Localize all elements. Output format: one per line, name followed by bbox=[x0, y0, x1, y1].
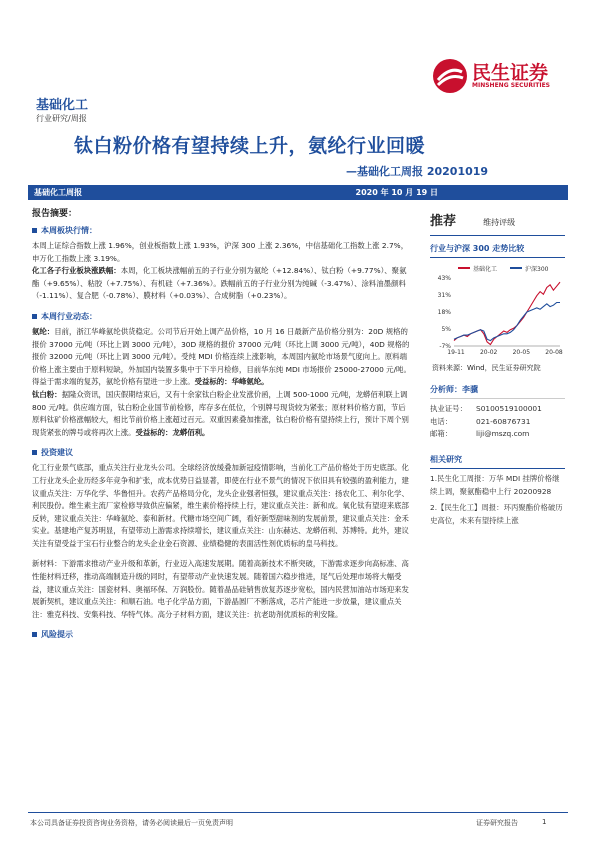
chart-source: 资料来源：Wind，民生证券研究院 bbox=[432, 364, 541, 372]
analyst-box bbox=[430, 384, 565, 441]
market-p2: 化工各子行业板块涨跌幅：本周，化工板块涨幅前五的子行业分别为氨纶（+12.84%）、钛白粉（+9.77%）、聚氨酯（+9.65%）、粘胶（+7.75%）、有机硅（+7.36%）。跌幅前五的子行业分别为纯碱（-3.47%）、涂料油墨颜料（-1.11%）、复合肥（-0.78%）、膜材料（+0.03%）、合成树脂（+0.23%）。 bbox=[32, 266, 407, 301]
invest-heading: 投资建议 bbox=[32, 447, 412, 458]
legend-label: 基础化工 bbox=[473, 266, 498, 273]
legend-label: 沪深300 bbox=[525, 266, 549, 273]
risk-heading: 风险提示 bbox=[32, 629, 412, 640]
summary-heading: 报告摘要： bbox=[32, 209, 78, 219]
invest-p1: 化工行业景气底部，重点关注行业龙头公司。全球经济放缓叠加新冠疫情影响，当前化工产品价格处于历史底部。化工行业龙头企业历经多年竞争和扩张，成本优势日益显著，即使在行业不景气的情况下依旧具有较强的盈利能力，建议重点关注：万华化学、华鲁恒升。农药产品格局分化，龙头企业强者恒强，建议重点关注：扬农化工、利尔化学、利民股份。维生素主流厂家检修导致供应偏紧，维生素价格持续上行，建议重点关注：新和成。氧化钛有望迎来底部反转，建议重点关注：华峰氨纶、泰和新材。代糖市场空间广阔，看好新型甜味剂的发展前景，建议重点关注：金禾实业。基建地产复苏明显，有望带动上游需求持续增长，建议重点关注：山东赫达、龙蟒佰利、苏博特。此外，建议关注有望受益于宝石行业整合的龙头企业金石资源、业绩稳健的表面活性剂优质标的皇马科技。 bbox=[32, 463, 409, 548]
cert-row: 执业证号： S0100519100001 bbox=[430, 404, 542, 413]
y-tick-label: 18% bbox=[437, 309, 451, 316]
related-item[interactable]: 1.民生化工周报：万华 MDI 挂牌价格继续上调，聚氨酯稳中上行 20200928 bbox=[430, 474, 560, 496]
logo-cn: 民生证券 bbox=[472, 62, 549, 84]
y-tick-label: 31% bbox=[437, 292, 451, 299]
x-tick-label: 19-11 bbox=[447, 349, 465, 356]
email-link[interactable]: liji@mszq.com bbox=[476, 429, 530, 439]
tel-row: 电话： 021-60876731 bbox=[430, 416, 531, 426]
report-subtitle: —基础化工周报 20201019 bbox=[346, 165, 489, 178]
related-box bbox=[430, 454, 565, 527]
footer-page: 1 bbox=[542, 818, 547, 826]
stock-chart bbox=[428, 260, 568, 370]
y-tick-label: 5% bbox=[441, 326, 451, 333]
market-heading: 本周板块行情： bbox=[32, 225, 412, 236]
series-line bbox=[454, 282, 560, 345]
dyn-p1: 氨纶：目前，浙江华峰氨纶供货稳定。公司节后开始上调产品价格，10 月 16 日最新产品价格分别为：20D 规格的报价 37000 元/吨（环比上调 3000 元/吨），30D 规格的报价 37000 元/吨（环比上调 3000 元/吨），40D 规格的报价 32000 元/吨（环比上调 3000 元/吨）。受纯 MDI 价格连续上涨影响，本周国内氨纶市场景气度向上。原料端价格上涨主要由于原料短缺，外加国内装置多集中于下半月检修，目前华东纯 MDI 市场报价 25000-27000 元/吨。得益于需求端的复苏，氨纶价格有望进一步上涨。受益标的：华峰氨纶。 bbox=[32, 326, 411, 387]
x-tick-label: 20-08 bbox=[545, 349, 563, 356]
rating: 推荐 bbox=[430, 214, 457, 229]
logo-icon bbox=[432, 58, 468, 94]
summary bbox=[32, 206, 412, 640]
chart-heading: 行业与沪深 300 走势比较 bbox=[430, 243, 565, 258]
invest-p2: 新材料：下游需求推动产业升级和革新，行业迈入高速发展期。随着高新技术不断突破，下游需求逐步向高标准、高性能材料迁移，推动高端制造升级的同时，有望带动产业快速发展。随着国六稳步推进，尾气后处理市场将大幅受益，建议重点关注：国瓷材料、奥福环保、万润股份。随着晶品硅销售放复苏逐步宽松，国内民营加油站市场迎来发展新契机，建议重点关注：和顺石油。电子化学品方面，下游晶圆厂不断落成，芯片产能进一步放量，建议重点关注：雅克科技、安集科技、华特气体。高分子材料方面，建议关注：抗老助剂优质标的利安隆。 bbox=[32, 559, 409, 619]
logo bbox=[432, 56, 562, 96]
footer-disclaimer: 本公司具备证券投资咨询业务资格，请务必阅读最后一页免责声明 bbox=[30, 819, 233, 827]
dyn-heading: 本周行业动态： bbox=[32, 311, 412, 322]
y-tick-label: 43% bbox=[437, 275, 451, 282]
sector-title: 基础化工 bbox=[36, 98, 89, 113]
report-type: 行业研究/周报 bbox=[36, 114, 87, 123]
rating-sub: 维持评级 bbox=[483, 218, 516, 227]
market-p2-bold: 化工各子行业板块涨跌幅： bbox=[32, 266, 121, 276]
bar-left: 基础化工周报 bbox=[34, 188, 82, 197]
x-tick-label: 20-05 bbox=[512, 349, 531, 356]
related-heading: 相关研究 bbox=[430, 454, 565, 469]
market-p1: 本周上证综合指数上涨 1.96%，创业板指数上涨 1.93%，沪深 300 上涨 2.36%，中信基础化工指数上涨 2.7%，申万化工指数上涨 3.19%。 bbox=[32, 241, 409, 263]
dyn-p2: 钛白粉：据隆众资讯，国庆假期结束后，又有十余家钛白粉企业发涨价函，上调 500-1000 元/吨，龙蟒佰利联上调 800 元/吨。供应端方面，钛白粉企业国节前检修，库存多在低位，个别牌号现货较为紧张；原材料价格方面，节后原料钛矿价格涨幅较大，相比节前价格上涨超过百元。双重因素叠加推涨，钛白粉价格有望持续上行，预计下周个别现货紧张的牌号或将再次上涨。受益标的：龙蟒佰利。 bbox=[32, 389, 409, 437]
mail-row: 邮箱： liji@mszq.com bbox=[430, 429, 530, 439]
footer-line bbox=[28, 812, 568, 813]
footer-report: 证券研究报告 bbox=[476, 819, 518, 827]
x-tick-label: 20-02 bbox=[479, 349, 498, 356]
header-bar bbox=[28, 185, 568, 200]
related-item[interactable]: 2.【民生化工】周报：环丙聚酯价格破历史高位，未来有望持续上涨 bbox=[430, 503, 563, 525]
bar-date: 2020 年 10 月 19 日 bbox=[355, 188, 438, 197]
logo-en: MINSHENG SECURITIES bbox=[472, 82, 550, 89]
analyst: 分析师：李骥 bbox=[430, 384, 565, 399]
y-tick-label: -7% bbox=[439, 343, 451, 350]
rating-box bbox=[430, 210, 565, 236]
report-title: 钛白粉价格有望持续上升，氨纶行业回暖 bbox=[74, 135, 426, 157]
